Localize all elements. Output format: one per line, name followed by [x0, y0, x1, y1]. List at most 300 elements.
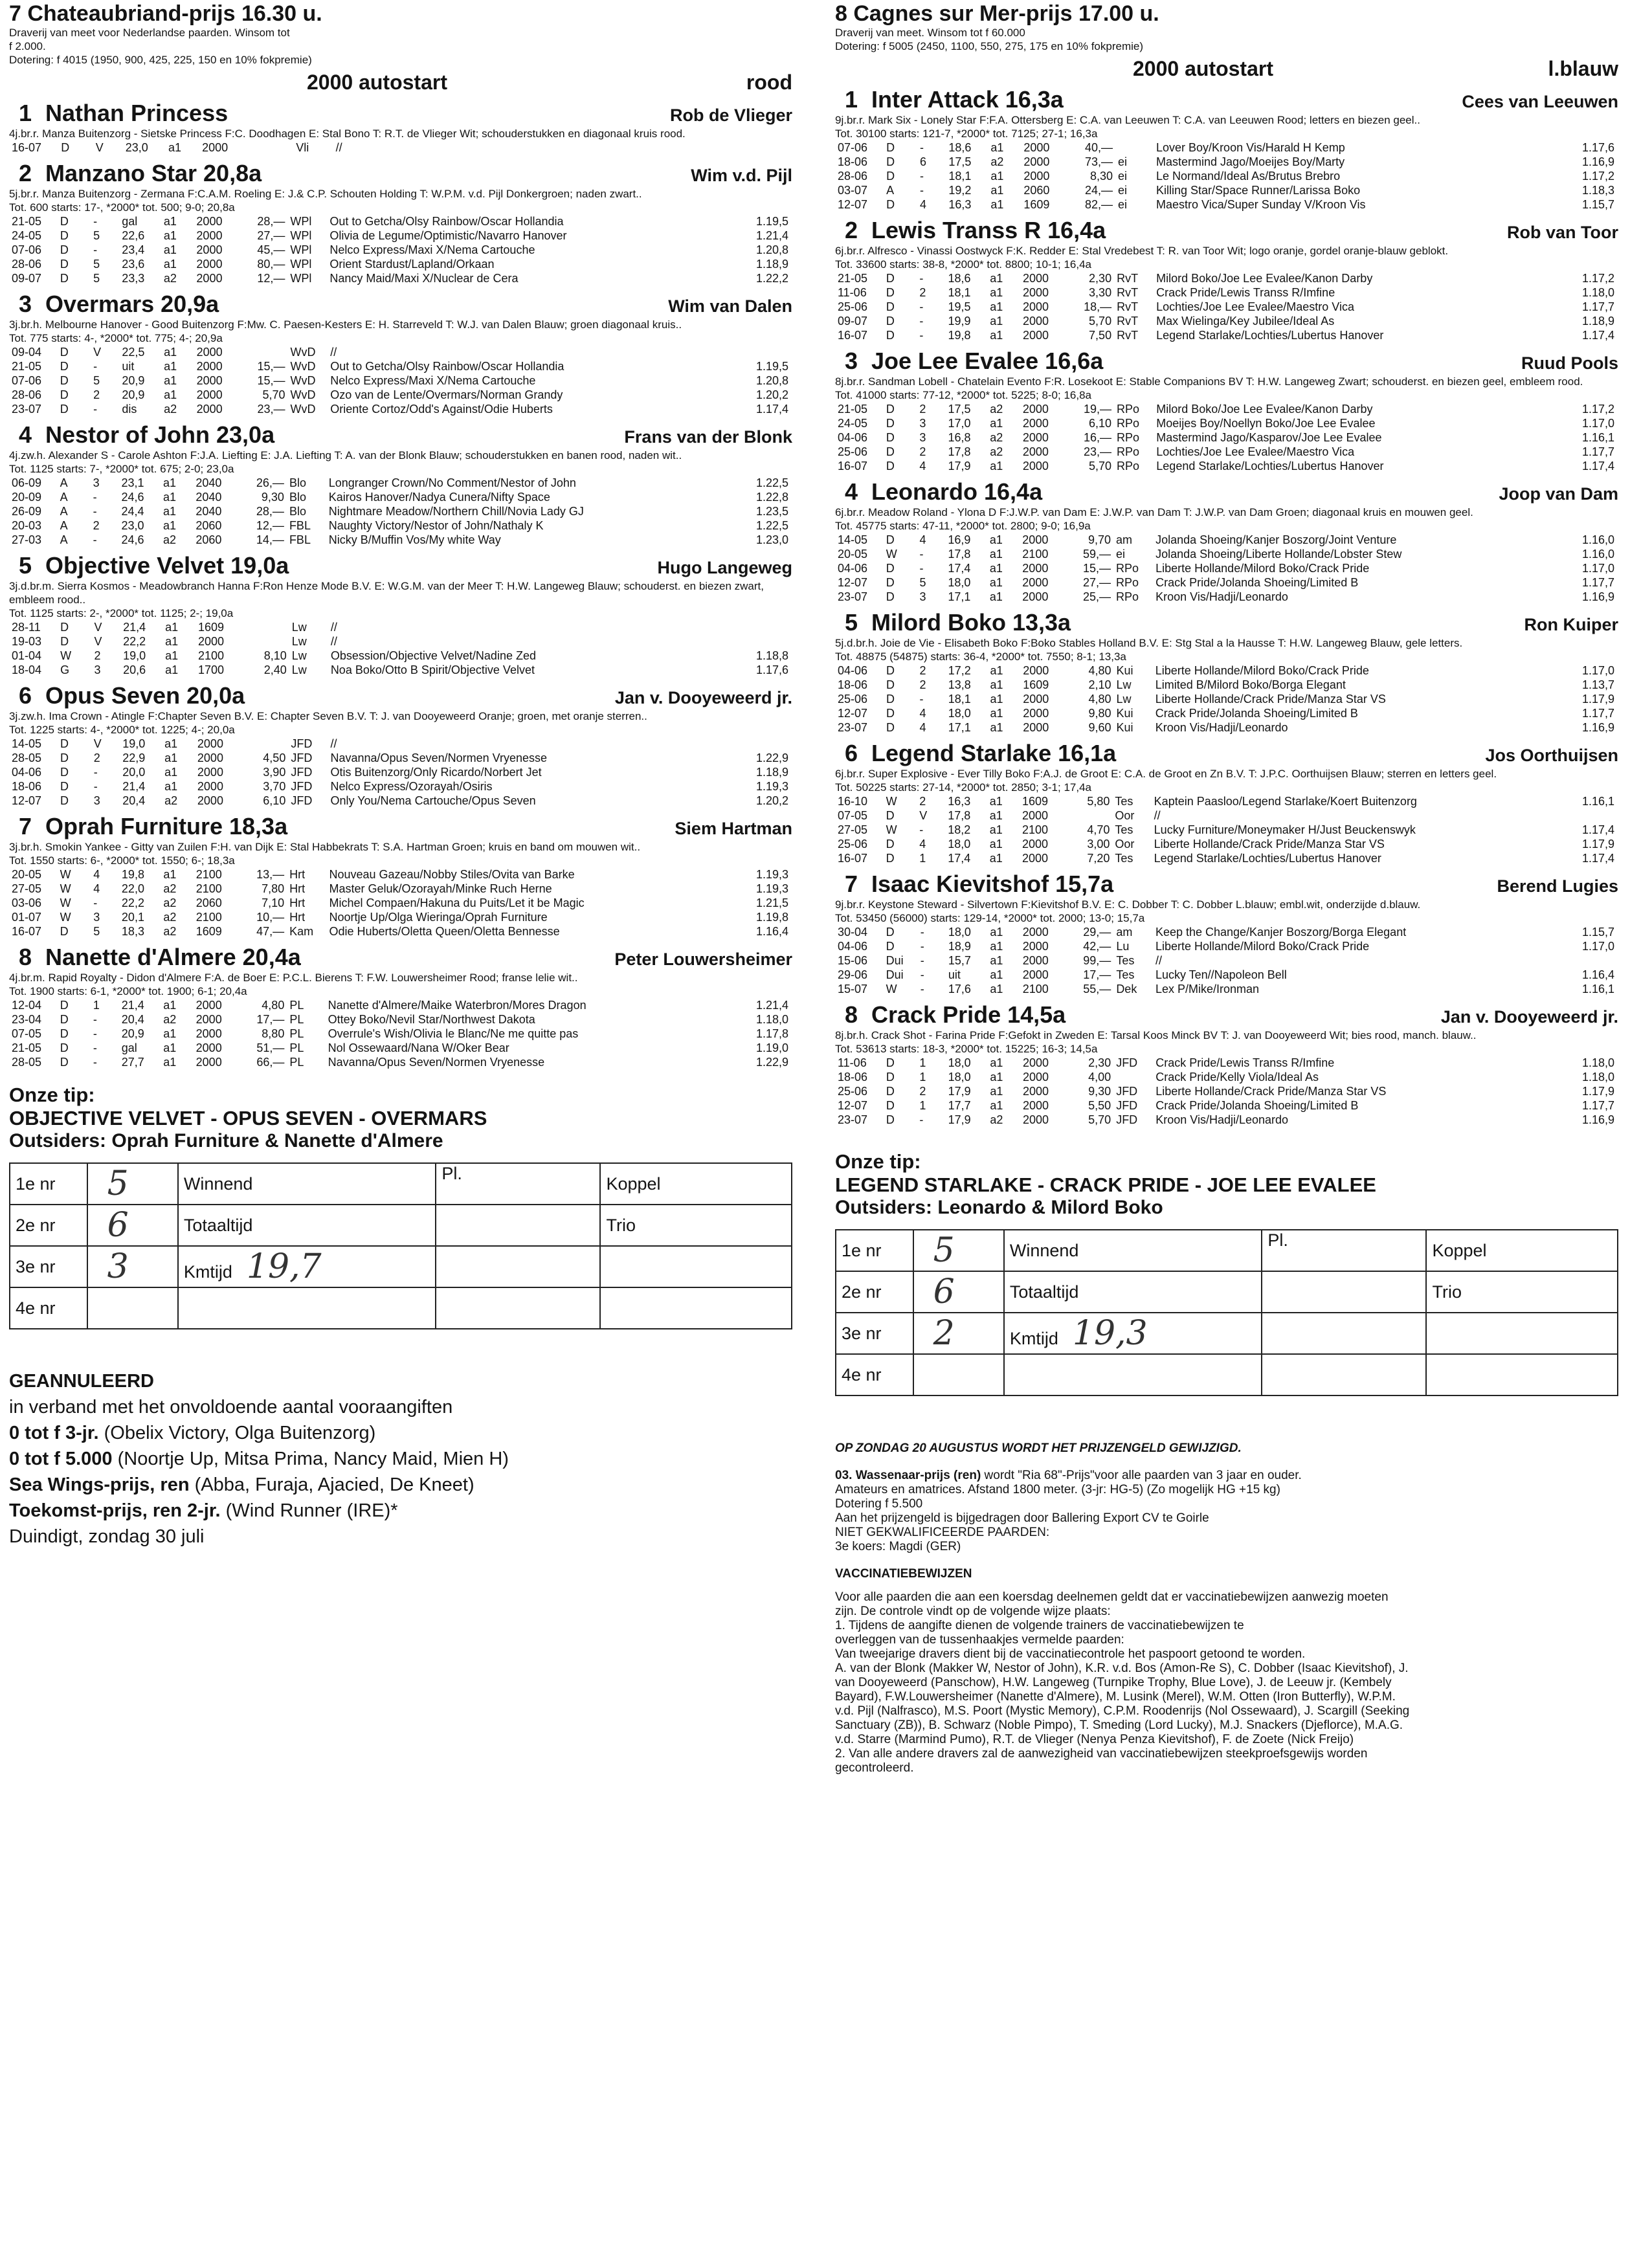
form-cell: D: [886, 155, 895, 168]
form-cell: 24,—: [1084, 184, 1113, 197]
form-row: [835, 271, 1618, 285]
form-cell: -: [919, 562, 924, 575]
form-cell: Tes: [1115, 795, 1133, 808]
horse-name: [9, 813, 287, 840]
result-handwritten-number: [913, 1354, 1004, 1395]
form-row: [835, 430, 1618, 445]
form-cell: 2060: [195, 533, 222, 546]
horse-name-text: Inter Attack 16,3a: [871, 86, 1064, 113]
form-cell: 01-04: [12, 649, 42, 662]
horse-name: [9, 552, 289, 579]
form-cell: a1: [989, 838, 1003, 850]
form-cell: 1.17,6: [755, 663, 788, 676]
form-row: [835, 300, 1618, 314]
form-row: [9, 518, 792, 533]
form-cell: 2000: [1022, 838, 1049, 850]
form-cell: -: [919, 693, 924, 706]
form-row: [835, 169, 1618, 183]
horse-number: 1: [18, 100, 32, 126]
form-cell: a1: [163, 258, 177, 271]
form-cell: 2000: [1022, 315, 1049, 328]
form-cell: 2000: [196, 403, 223, 416]
horse-entry: [835, 348, 1618, 473]
form-cell: Lochties/Joe Lee Evalee/Maestro Vica: [1156, 300, 1354, 313]
horse-header: [9, 291, 792, 318]
form-cell: 1.17,9: [1581, 693, 1614, 706]
form-cell: 16-07: [838, 329, 868, 342]
horse-totals: Tot. 33600 starts: 38-8, *2000* tot. 8800; 10-1; 16,4a: [835, 258, 1091, 271]
horse-header: [835, 86, 1618, 113]
form-cell: 17,9: [948, 1113, 971, 1126]
form-row: [835, 533, 1618, 547]
form-cell: 4: [919, 707, 926, 720]
form-cell: a1: [989, 795, 1003, 808]
horse-name-text: Nestor of John 23,0a: [45, 421, 275, 448]
form-cell: 12-07: [12, 794, 42, 807]
form-cell: 1.17,6: [1581, 141, 1614, 154]
horse-entry: [9, 552, 792, 677]
horse-name: [835, 1001, 1066, 1028]
form-cell: 15-07: [838, 983, 868, 995]
form-cell: 2000: [1023, 1085, 1049, 1098]
form-table: [9, 214, 792, 285]
form-row: [835, 590, 1618, 604]
form-cell: [1113, 1070, 1153, 1084]
form-cell: 1.18,8: [755, 649, 788, 662]
race-condition-line: f 2.000.: [9, 40, 46, 52]
form-table: [9, 140, 792, 155]
form-cell: 11-06: [838, 1056, 867, 1069]
form-cell: 18,9: [948, 940, 971, 953]
form-cell: -: [919, 300, 924, 313]
form-cell: 09-07: [838, 315, 868, 328]
form-cell: D: [886, 403, 895, 416]
form-cell: 1.16,9: [1581, 721, 1614, 734]
form-cell: Nanette d'Almere/Maike Waterbron/Mores Dragon: [328, 999, 586, 1012]
form-cell: 7,10: [262, 896, 285, 909]
form-cell: 4: [93, 882, 100, 895]
form-cell: 1.21,4: [755, 229, 788, 242]
form-row: [9, 765, 792, 779]
form-cell: //: [330, 635, 337, 648]
form-cell: 2000: [1022, 300, 1049, 313]
form-cell: a1: [990, 184, 1004, 197]
form-cell: Lex P/Mike/Ironman: [1155, 983, 1260, 995]
result-field-label: [178, 1287, 436, 1329]
form-cell: 07-05: [838, 809, 868, 822]
form-cell: 2000: [197, 794, 223, 807]
form-cell: Jolanda Shoeing/Kanjer Boszorg/Joint Venture: [1155, 533, 1397, 546]
form-cell: D: [886, 286, 895, 299]
form-cell: 1: [919, 1099, 926, 1112]
vaccination-line: van Dooyeweerd (Panschow), H.W. Langeweg (Turnpike Trophy, Blue Love), J. de Leeuw jr. (Kembely: [835, 1676, 1392, 1689]
form-cell: a1: [162, 519, 176, 532]
horse-entry: [835, 217, 1618, 342]
form-cell: V: [93, 346, 102, 359]
form-cell: Master Geluk/Ozorayah/Minke Ruch Herne: [329, 882, 552, 895]
form-cell: 4,70: [1087, 823, 1110, 836]
form-row: [9, 402, 792, 416]
form-cell: 28-05: [12, 1056, 42, 1069]
form-cell: a2: [163, 1013, 177, 1026]
form-cell: 1.18,0: [1581, 1071, 1614, 1084]
form-cell: Crack Pride/Jolanda Shoeing/Limited B: [1155, 576, 1359, 589]
result-position-label: 4e nr: [10, 1287, 87, 1329]
horse-pedigree: 3j.zw.h. Ima Crown - Atingle F:Chapter Seven B.V. E: Chapter Seven B.V. T: J. van Dooyeweerd Oranje; groen, met oranje sterren..: [9, 710, 647, 722]
form-cell: Navanna/Opus Seven/Normen Vryenesse: [328, 1056, 545, 1069]
form-cell: 2: [93, 388, 100, 401]
horse-totals: Tot. 1225 starts: 4-, *2000* tot. 1225; 4-; 20,0a: [9, 724, 235, 736]
form-cell: Vli: [296, 141, 309, 154]
form-cell: 2000: [196, 360, 223, 373]
race-change-line: NIET GEKWALIFICEERDE PAARDEN:: [835, 1526, 1050, 1539]
form-cell: 2000: [1023, 141, 1050, 154]
form-cell: Liberte Hollande/Milord Boko/Crack Pride: [1155, 664, 1369, 677]
form-cell: 4: [93, 868, 100, 881]
form-cell: Tes: [1115, 852, 1133, 865]
form-cell: -: [919, 170, 924, 183]
horse-header: [9, 552, 792, 579]
form-cell: 2000: [1022, 590, 1049, 603]
result-handwritten-number: [87, 1205, 178, 1246]
form-cell: -: [93, 1041, 97, 1054]
form-cell: 23,6: [122, 258, 145, 271]
result-field-label: [178, 1246, 436, 1287]
form-cell: 7,20: [1087, 852, 1110, 865]
form-row: [9, 359, 792, 373]
form-cell: 2000: [1023, 707, 1049, 720]
form-cell: 21-05: [12, 215, 42, 228]
form-cell: a2: [163, 272, 177, 285]
driver-name: Rob van Toor: [1507, 223, 1618, 242]
horse-name: [835, 740, 1116, 767]
form-cell: a1: [990, 417, 1003, 430]
horse-name: [9, 291, 219, 318]
horse-pedigree: 3j.d.br.m. Sierra Kosmos - Meadowbranch Hanna F:Ron Henze Mode B.V. E: W.G.M. van der Meer T: H.W. Langeweg Blauw; schouderst. en biezen zwart, embleem rood..: [9, 580, 764, 606]
form-cell: -: [920, 968, 924, 981]
form-cell: 2000: [1023, 1071, 1049, 1084]
driver-name: Jan v. Dooyeweerd jr.: [614, 688, 792, 707]
result-handwritten-number: [87, 1246, 178, 1287]
form-cell: 1.21,4: [755, 999, 788, 1012]
form-cell: D: [60, 737, 69, 750]
form-cell: 2000: [1022, 940, 1049, 953]
form-cell: 23,1: [121, 476, 144, 489]
form-cell: 10,—: [256, 911, 285, 924]
form-row: [9, 779, 792, 794]
form-cell: [730, 140, 792, 155]
form-cell: RPo: [1116, 576, 1139, 589]
driver-name: Ruud Pools: [1521, 353, 1618, 373]
form-row: [9, 998, 792, 1012]
form-cell: Blo: [289, 505, 306, 518]
vaccination-line: Sanctuary (ZB)), B. Schwarz (Noble Pimpo), T. Smeding (Lord Lucky), M.J. Snackers (Djeflorce), M.A.G.: [835, 1718, 1403, 1732]
form-cell: 1609: [1023, 198, 1050, 211]
tip-label: Onze tip:: [9, 1084, 95, 1106]
form-cell: am: [1116, 533, 1133, 546]
form-row: [835, 1070, 1618, 1084]
form-table: [9, 998, 792, 1069]
horse-name: [835, 609, 1071, 636]
form-cell: 17,0: [948, 417, 971, 430]
form-cell: 1.15,7: [1581, 198, 1614, 211]
horse-number: 7: [844, 871, 858, 897]
form-row: [835, 1098, 1618, 1113]
form-cell: 2000: [1022, 954, 1049, 967]
form-cell: Crack Pride/Lewis Transs R/Imfine: [1155, 1056, 1335, 1069]
annulled-line-text: (Obelix Victory, Olga Buitenzorg): [98, 1423, 376, 1443]
form-cell: 2000: [197, 737, 223, 750]
form-cell: -: [920, 926, 924, 939]
form-cell: 20-05: [838, 548, 868, 561]
form-cell: D: [886, 940, 895, 953]
form-cell: 2: [919, 664, 926, 677]
form-cell: 3,90: [263, 766, 286, 779]
form-cell: 15,—: [257, 360, 285, 373]
form-cell: gal: [121, 1041, 137, 1054]
form-cell: Overrule's Wish/Olivia le Blanc/Ne me quitte pas: [328, 1027, 579, 1040]
form-cell: 17,—: [1083, 968, 1111, 981]
form-cell: W: [60, 911, 71, 924]
form-cell: D: [886, 1085, 895, 1098]
form-cell: 27-03: [12, 533, 42, 546]
race-start-bar: [9, 71, 792, 94]
form-cell: 17,—: [256, 1013, 285, 1026]
form-cell: Lw: [291, 621, 307, 634]
form-cell: 28-11: [12, 621, 41, 634]
form-row: [9, 504, 792, 518]
form-cell: 3,70: [263, 780, 286, 793]
form-cell: Legend Starlake/Lochties/Lubertus Hanover: [1156, 329, 1384, 342]
vaccination-line: A. van der Blonk (Makker W, Nestor of John), K.R. v.d. Bos (Amon-Re S), C. Dobber (Isaac Kievitshof), J.: [835, 1662, 1409, 1675]
horse-entry: [9, 291, 792, 416]
horse-entry: [835, 871, 1618, 996]
form-cell: 5,70: [1088, 1113, 1111, 1126]
form-cell: JFD: [291, 737, 313, 750]
form-cell: 16-07: [12, 141, 42, 154]
horse-totals: Tot. 53613 starts: 18-3, *2000* tot. 15225; 16-3; 14,5a: [835, 1043, 1098, 1055]
form-cell: 1.17,7: [1581, 576, 1614, 589]
form-cell: 12,—: [257, 272, 285, 285]
form-cell: a1: [168, 141, 181, 154]
form-cell: 9,30: [1088, 1085, 1111, 1098]
form-cell: 2000: [1022, 562, 1049, 575]
form-cell: Lover Boy/Kroon Vis/Harald H Kemp: [1156, 141, 1345, 154]
form-cell: 26,—: [256, 476, 284, 489]
form-cell: 23-07: [838, 590, 868, 603]
form-cell: D: [60, 1041, 69, 1054]
form-cell: D: [886, 707, 895, 720]
form-row: [835, 953, 1618, 968]
form-cell: 19,9: [948, 315, 971, 328]
form-cell: a1: [990, 954, 1003, 967]
form-cell: 19-03: [12, 635, 42, 648]
horse-header: [9, 813, 792, 840]
form-cell: D: [61, 141, 70, 154]
horse-name-text: Opus Seven 20,0a: [45, 682, 245, 709]
form-cell: 6,10: [1088, 417, 1111, 430]
form-cell: 16-07: [838, 852, 868, 865]
race-conditions: [9, 26, 792, 67]
form-cell: [728, 634, 792, 649]
form-cell: 6: [919, 155, 926, 168]
form-cell: 2,10: [1088, 678, 1111, 691]
form-cell: Oor: [1115, 838, 1135, 850]
form-cell: V: [93, 737, 102, 750]
horse-totals: Tot. 53450 (56000) starts: 129-14, *2000* tot. 2000; 13-0; 15,7a: [835, 912, 1145, 924]
form-cell: 18-06: [838, 1071, 868, 1084]
form-cell: 23,3: [122, 272, 145, 285]
form-cell: a2: [990, 1113, 1003, 1126]
result-field-name: Kmtijd: [1009, 1329, 1058, 1348]
form-cell: 24,6: [121, 533, 144, 546]
form-row: [9, 663, 792, 677]
form-cell: A: [60, 476, 68, 489]
form-row: [9, 794, 792, 808]
form-cell: a2: [162, 533, 176, 546]
form-cell: JFD: [291, 751, 313, 764]
form-cell: 18-04: [12, 663, 42, 676]
form-cell: 1.22,5: [755, 519, 788, 532]
form-cell: 12-07: [838, 707, 868, 720]
form-cell: -: [920, 983, 924, 995]
form-cell: W: [886, 795, 897, 808]
form-cell: 03-07: [838, 184, 868, 197]
form-cell: 8,80: [262, 1027, 285, 1040]
form-cell: 1.17,7: [1581, 445, 1614, 458]
form-row: [9, 910, 792, 924]
form-cell: 4,50: [263, 751, 286, 764]
form-cell: D: [60, 215, 69, 228]
form-cell: 5: [93, 229, 100, 242]
form-cell: 20,1: [121, 911, 144, 924]
driver-name: Joop van Dam: [1499, 484, 1618, 504]
horse-number: 1: [844, 86, 858, 113]
form-cell: 2000: [1023, 170, 1050, 183]
form-cell: 8,30: [1089, 170, 1113, 183]
race-color: l.blauw: [1548, 57, 1618, 80]
horse-pedigree: 6j.br.r. Super Explosive - Ever Tilly Boko F:A.J. de Groot E: C.A. de Groot en Zn B.V. T: J.P.C. Oorthuijsen Blauw; sterren en letters geel.: [835, 768, 1497, 780]
annulled-line-bold: 0 tot f 3-jr.: [9, 1423, 99, 1443]
result-row: [10, 1287, 792, 1329]
annulled-line-text: (Abba, Furaja, Ajacied, De Kneet): [189, 1474, 474, 1495]
form-cell: a2: [163, 911, 177, 924]
form-cell: 2000: [1022, 968, 1049, 981]
form-cell: 2: [94, 649, 101, 662]
form-cell: 16-07: [838, 460, 868, 472]
form-cell: //: [330, 621, 337, 634]
form-cell: Tes: [1116, 954, 1135, 967]
form-cell: Navanna/Opus Seven/Normen Vryenesse: [330, 751, 547, 764]
start-type: 2000 autostart: [1133, 57, 1273, 80]
form-cell: 1.16,0: [1581, 548, 1614, 561]
form-cell: 2100: [1022, 548, 1049, 561]
form-cell: 1.17,0: [1581, 940, 1614, 953]
horse-header: [835, 478, 1618, 506]
horse-pedigree: 5j.br.r. Manza Buitenzorg - Zermana F:C.A.M. Roeling E: J.& C.P. Schouten Holding T: W.P.M. v.d. Pijl Donkergroen; naden zwart..: [9, 188, 642, 200]
form-cell: WPl: [290, 215, 312, 228]
form-cell: WvD: [290, 388, 316, 401]
form-cell: a1: [990, 272, 1003, 285]
form-cell: PL: [289, 1041, 304, 1054]
annulled-line-bold: Toekomst-prijs, ren 2-jr.: [9, 1500, 221, 1521]
form-cell: 04-06: [838, 431, 868, 444]
horse-totals: Tot. 30100 starts: 121-7, *2000* tot. 7125; 27-1; 16,3a: [835, 128, 1098, 140]
form-cell: 1.17,7: [1581, 1099, 1614, 1112]
form-cell: -: [920, 940, 924, 953]
form-cell: PL: [289, 1013, 304, 1026]
result-position-label: 2e nr: [836, 1271, 913, 1313]
form-cell: PL: [289, 1027, 304, 1040]
form-cell: 24,6: [121, 491, 144, 504]
form-cell: 17,8: [948, 445, 971, 458]
annulled-line: [9, 1498, 792, 1524]
driver-name: Jos Oorthuijsen: [1485, 746, 1618, 765]
form-cell: Kroon Vis/Hadji/Leonardo: [1155, 590, 1288, 603]
form-cell: D: [886, 678, 895, 691]
form-cell: 04-06: [838, 940, 868, 953]
form-cell: 66,—: [256, 1056, 285, 1069]
form-cell: 15,—: [1082, 562, 1111, 575]
form-cell: 4: [919, 721, 926, 734]
form-cell: a1: [163, 1027, 177, 1040]
form-cell: 1.16,4: [755, 925, 788, 938]
form-cell: 18,2: [948, 823, 971, 836]
form-cell: 2060: [195, 896, 222, 909]
horse-pedigree: 8j.br.h. Crack Shot - Farina Pride F:Gefokt in Zweden E: Tarsal Koos Minck BV T: J. van Dooyeweerd Wit; bies rood, manch. blauw..: [835, 1029, 1477, 1041]
form-cell: 15,—: [257, 374, 285, 387]
form-row: [9, 1055, 792, 1069]
form-cell: WvD: [290, 403, 316, 416]
result-field-name: Kmtijd: [183, 1262, 232, 1282]
horse-name-text: Crack Pride 14,5a: [871, 1001, 1066, 1028]
form-cell: 42,—: [1083, 940, 1111, 953]
form-cell: a1: [165, 649, 179, 662]
form-cell: 21-05: [838, 272, 868, 285]
form-cell: 24-05: [12, 229, 42, 242]
form-cell: a1: [990, 1071, 1003, 1084]
form-cell: 2000: [1022, 445, 1049, 458]
horse-header: [9, 682, 792, 709]
form-cell: ei: [1118, 184, 1128, 197]
form-cell: 17,8: [948, 548, 971, 561]
form-cell: 4,80: [1088, 664, 1111, 677]
form-cell: a1: [990, 198, 1004, 211]
form-cell: 21,4: [123, 621, 146, 634]
form-cell: 2000: [195, 1027, 222, 1040]
form-cell: [244, 140, 294, 155]
vaccination-line: v.d. Starre (Marmind Pumo), R.T. de Vlieger (Nenya Penza Kievitshof), F. de Zoete (Nick Freijo): [835, 1733, 1354, 1746]
form-cell: Liberte Hollande/Milord Boko/Crack Pride: [1155, 940, 1370, 953]
form-cell: 80,—: [257, 258, 285, 271]
form-cell: 9,30: [261, 491, 284, 504]
form-cell: 07-06: [838, 141, 868, 154]
form-row: [9, 924, 792, 939]
horse-header: [9, 160, 792, 187]
form-cell: 2000: [1022, 460, 1049, 472]
form-cell: Limited B/Milord Boko/Borga Elegant: [1155, 678, 1346, 691]
form-cell: 1609: [1022, 795, 1049, 808]
form-cell: Noortje Up/Olga Wieringa/Oprah Furniture: [329, 911, 548, 924]
form-cell: 1.19,3: [755, 780, 788, 793]
form-row: [9, 271, 792, 285]
form-cell: 20,4: [121, 1013, 144, 1026]
form-cell: a1: [990, 968, 1003, 981]
form-cell: A: [60, 519, 68, 532]
form-cell: [728, 620, 792, 634]
race-change-text: wordt "Ria 68"-Prijs"voor alle paarden van 3 jaar en ouder.: [981, 1469, 1302, 1482]
form-cell: 2: [919, 286, 926, 299]
